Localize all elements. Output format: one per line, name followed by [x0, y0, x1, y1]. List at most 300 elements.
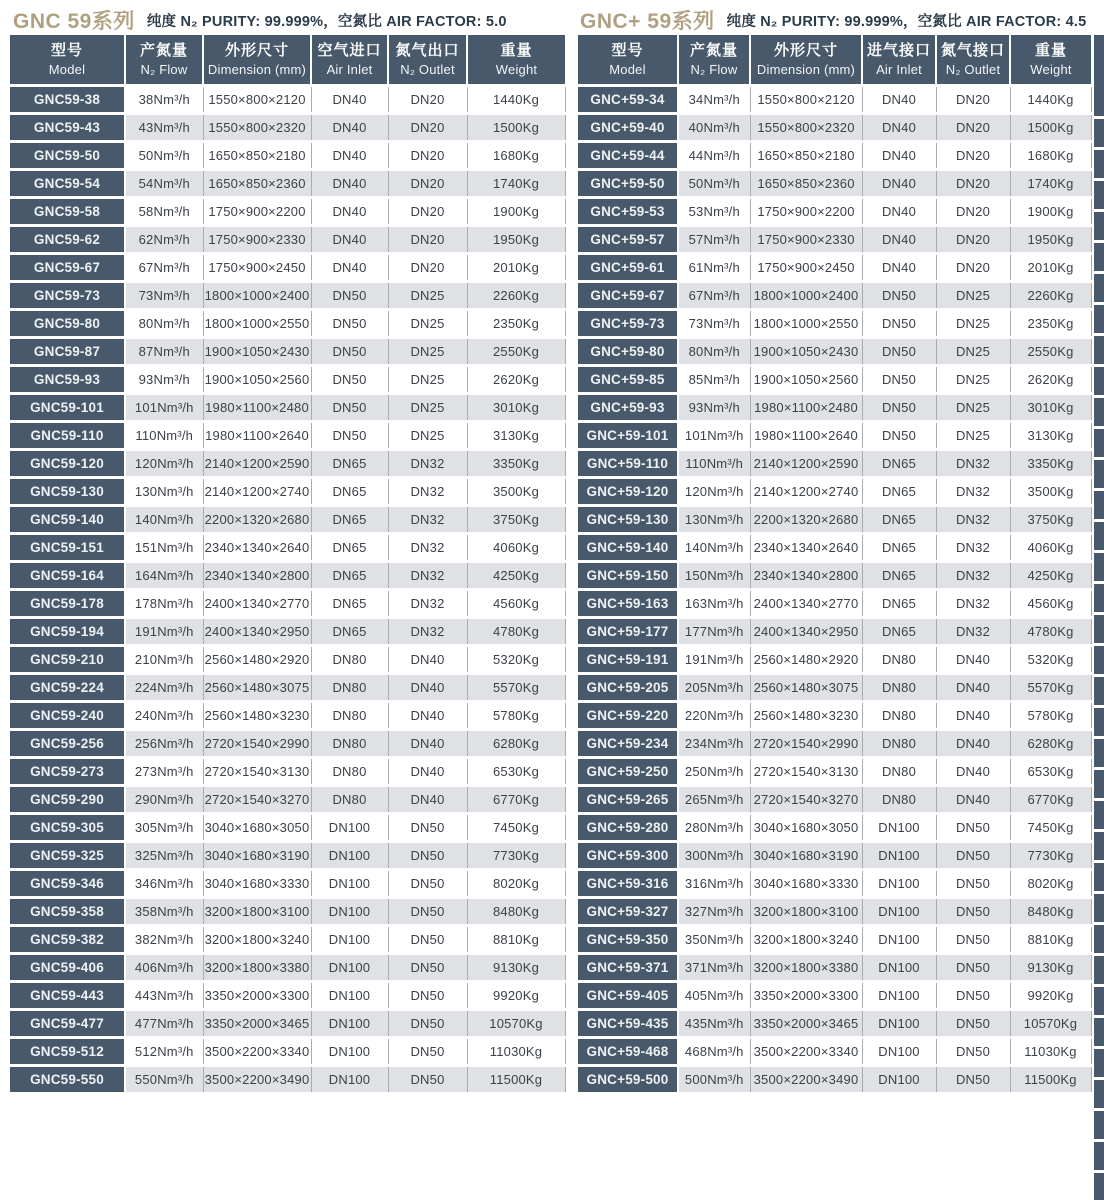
table-row — [10, 813, 565, 841]
air-inlet-cell: DN100 — [311, 897, 388, 925]
table-row — [578, 1009, 1091, 1037]
n2-flow-cell: 178Nm³/h — [125, 589, 203, 617]
air-inlet-cell: DN80 — [862, 729, 936, 757]
n2-flow-cell: 305Nm³/h — [125, 813, 203, 841]
air-inlet-cell: DN100 — [862, 1065, 936, 1093]
column-header-zh: 外形尺寸 — [773, 41, 838, 59]
air-inlet-cell: DN65 — [862, 477, 936, 505]
n2-flow-cell: 50Nm³/h — [125, 141, 203, 169]
dimension-cell: 2560×1480×2920 — [750, 645, 862, 673]
model-cell: GNC+59-316 — [578, 869, 678, 897]
weight-cell: 4250Kg — [1010, 561, 1091, 589]
dimension-cell: 1800×1000×2550 — [750, 309, 862, 337]
n2-outlet-cell: DN50 — [936, 925, 1010, 953]
air-inlet-cell: DN50 — [862, 309, 936, 337]
model-cell: GNC59-140 — [10, 505, 125, 533]
n2-flow-cell: 80Nm³/h — [125, 309, 203, 337]
n2-flow-cell: 468Nm³/h — [678, 1037, 750, 1065]
edge-block — [1094, 212, 1104, 240]
n2-outlet-cell: DN32 — [936, 617, 1010, 645]
n2-flow-cell: 110Nm³/h — [125, 421, 203, 449]
model-cell: GNC+59-40 — [578, 113, 678, 141]
dimension-cell: 3200×1800×3380 — [203, 953, 311, 981]
column-header-zh: 产氮量 — [689, 41, 738, 59]
n2-outlet-cell: DN20 — [936, 253, 1010, 281]
n2-flow-cell: 550Nm³/h — [125, 1065, 203, 1093]
column-header-zh: 氮气出口 — [395, 41, 460, 59]
column-header — [678, 35, 750, 85]
n2-outlet-cell: DN25 — [388, 309, 467, 337]
weight-cell: 4560Kg — [1010, 589, 1091, 617]
n2-flow-cell: 316Nm³/h — [678, 869, 750, 897]
n2-flow-cell: 150Nm³/h — [678, 561, 750, 589]
table-row — [578, 365, 1091, 393]
dimension-cell: 2200×1320×2680 — [750, 505, 862, 533]
air-inlet-cell: DN50 — [311, 281, 388, 309]
model-cell: GNC59-67 — [10, 253, 125, 281]
n2-outlet-cell: DN20 — [388, 225, 467, 253]
dimension-cell: 1900×1050×2430 — [203, 337, 311, 365]
weight-cell: 5570Kg — [1010, 673, 1091, 701]
column-header-zh: 空气进口 — [317, 41, 382, 59]
n2-outlet-cell: DN25 — [936, 365, 1010, 393]
table-row — [578, 925, 1091, 953]
gnc-plus-59-series-title: GNC+ 59系列 — [580, 10, 715, 33]
weight-cell: 11030Kg — [467, 1037, 565, 1065]
n2-outlet-cell: DN25 — [936, 421, 1010, 449]
n2-flow-cell: 327Nm³/h — [678, 897, 750, 925]
model-cell: GNC59-240 — [10, 701, 125, 729]
n2-outlet-cell: DN20 — [388, 169, 467, 197]
n2-outlet-cell: DN40 — [936, 785, 1010, 813]
n2-outlet-cell: DN50 — [936, 1009, 1010, 1037]
edge-block — [1094, 770, 1104, 798]
air-inlet-cell: DN40 — [862, 141, 936, 169]
dimension-cell: 3200×1800×3240 — [750, 925, 862, 953]
air-inlet-cell: DN80 — [311, 785, 388, 813]
edge-block — [1094, 1173, 1104, 1200]
dimension-cell: 2200×1320×2680 — [203, 505, 311, 533]
n2-outlet-cell: DN20 — [388, 253, 467, 281]
model-cell: GNC+59-50 — [578, 169, 678, 197]
dimension-cell: 2560×1480×2920 — [203, 645, 311, 673]
n2-flow-cell: 85Nm³/h — [678, 365, 750, 393]
model-cell: GNC59-512 — [10, 1037, 125, 1065]
n2-flow-cell: 405Nm³/h — [678, 981, 750, 1009]
n2-flow-cell: 130Nm³/h — [678, 505, 750, 533]
n2-flow-cell: 220Nm³/h — [678, 701, 750, 729]
edge-block — [1094, 336, 1104, 364]
table-row — [10, 393, 565, 421]
model-cell: GNC+59-101 — [578, 421, 678, 449]
edge-block — [1094, 925, 1104, 953]
weight-cell: 2350Kg — [467, 309, 565, 337]
dimension-cell: 2400×1340×2950 — [203, 617, 311, 645]
edge-block — [1094, 460, 1104, 488]
air-inlet-cell: DN80 — [862, 757, 936, 785]
air-inlet-cell: DN100 — [311, 1009, 388, 1037]
edge-block — [1094, 367, 1104, 395]
edge-block — [1094, 677, 1104, 705]
model-cell: GNC59-346 — [10, 869, 125, 897]
n2-flow-cell: 80Nm³/h — [678, 337, 750, 365]
n2-outlet-cell: DN50 — [936, 841, 1010, 869]
air-inlet-cell: DN65 — [311, 505, 388, 533]
n2-outlet-cell: DN20 — [936, 113, 1010, 141]
edge-block — [1094, 119, 1104, 147]
dimension-cell: 3350×2000×3300 — [203, 981, 311, 1009]
n2-flow-cell: 300Nm³/h — [678, 841, 750, 869]
table-row — [578, 309, 1091, 337]
column-header-zh: 外形尺寸 — [224, 41, 289, 59]
model-cell: GNC+59-500 — [578, 1065, 678, 1093]
weight-cell: 3010Kg — [1010, 393, 1091, 421]
model-cell: GNC+59-93 — [578, 393, 678, 421]
n2-flow-cell: 44Nm³/h — [678, 141, 750, 169]
dimension-cell: 1750×900×2450 — [750, 253, 862, 281]
table-row — [578, 589, 1091, 617]
column-header — [936, 35, 1010, 85]
dimension-cell: 2140×1200×2740 — [750, 477, 862, 505]
edge-block — [1094, 646, 1104, 674]
n2-flow-cell: 163Nm³/h — [678, 589, 750, 617]
model-cell: GNC59-358 — [10, 897, 125, 925]
dimension-cell: 2720×1540×3270 — [203, 785, 311, 813]
model-cell: GNC59-164 — [10, 561, 125, 589]
n2-flow-cell: 93Nm³/h — [678, 393, 750, 421]
air-inlet-cell: DN65 — [311, 533, 388, 561]
model-cell: GNC59-178 — [10, 589, 125, 617]
table-row — [10, 505, 565, 533]
n2-outlet-cell: DN32 — [936, 589, 1010, 617]
dimension-cell: 1900×1050×2560 — [203, 365, 311, 393]
column-header — [388, 35, 467, 85]
edge-block — [1094, 708, 1104, 736]
column-header-zh: 重量 — [500, 41, 533, 59]
column-header-en: N₂ Flow — [140, 61, 188, 77]
weight-cell: 1950Kg — [467, 225, 565, 253]
n2-outlet-cell: DN50 — [388, 1065, 467, 1093]
edge-block — [1094, 1111, 1104, 1139]
edge-block — [1094, 181, 1104, 209]
n2-flow-cell: 120Nm³/h — [125, 449, 203, 477]
n2-outlet-cell: DN32 — [936, 449, 1010, 477]
weight-cell: 3010Kg — [467, 393, 565, 421]
table-row — [578, 421, 1091, 449]
dimension-cell: 1980×1100×2640 — [750, 421, 862, 449]
dimension-cell: 1980×1100×2480 — [203, 393, 311, 421]
dimension-cell: 2720×1540×3130 — [203, 757, 311, 785]
weight-cell: 2550Kg — [1010, 337, 1091, 365]
model-cell: GNC+59-327 — [578, 897, 678, 925]
edge-block — [1094, 863, 1104, 891]
table-row — [10, 673, 565, 701]
model-cell: GNC+59-220 — [578, 701, 678, 729]
column-header-zh: 重量 — [1034, 41, 1067, 59]
n2-flow-cell: 290Nm³/h — [125, 785, 203, 813]
weight-cell: 11500Kg — [467, 1065, 565, 1093]
column-header-en: N₂ Outlet — [945, 61, 1001, 77]
model-cell: GNC59-50 — [10, 141, 125, 169]
air-inlet-cell: DN40 — [311, 253, 388, 281]
n2-flow-cell: 443Nm³/h — [125, 981, 203, 1009]
edge-block — [1094, 35, 1104, 88]
air-inlet-cell: DN40 — [862, 169, 936, 197]
air-inlet-cell: DN50 — [311, 365, 388, 393]
edge-block — [1094, 429, 1104, 457]
table-row — [10, 589, 565, 617]
model-cell: GNC59-73 — [10, 281, 125, 309]
dimension-cell: 2720×1540×2990 — [203, 729, 311, 757]
weight-cell: 8020Kg — [467, 869, 565, 897]
column-header — [578, 35, 678, 85]
edge-block — [1094, 1018, 1104, 1046]
n2-outlet-cell: DN20 — [936, 225, 1010, 253]
model-cell: GNC+59-130 — [578, 505, 678, 533]
edge-block — [1094, 801, 1104, 829]
weight-cell: 4560Kg — [467, 589, 565, 617]
weight-cell: 1680Kg — [1010, 141, 1091, 169]
gnc59-spec-table — [10, 35, 566, 1095]
model-cell: GNC59-43 — [10, 113, 125, 141]
n2-outlet-cell: DN25 — [936, 281, 1010, 309]
weight-cell: 2260Kg — [467, 281, 565, 309]
n2-flow-cell: 101Nm³/h — [125, 393, 203, 421]
dimension-cell: 3200×1800×3380 — [750, 953, 862, 981]
dimension-cell: 2720×1540×2990 — [750, 729, 862, 757]
table-row — [10, 113, 565, 141]
air-inlet-cell: DN40 — [311, 141, 388, 169]
model-cell: GNC59-101 — [10, 393, 125, 421]
weight-cell: 4250Kg — [467, 561, 565, 589]
n2-flow-cell: 280Nm³/h — [678, 813, 750, 841]
n2-flow-cell: 325Nm³/h — [125, 841, 203, 869]
table-header — [10, 35, 565, 85]
n2-outlet-cell: DN50 — [936, 981, 1010, 1009]
air-inlet-cell: DN65 — [311, 449, 388, 477]
model-cell: GNC+59-44 — [578, 141, 678, 169]
dimension-cell: 2340×1340×2640 — [750, 533, 862, 561]
air-inlet-cell: DN100 — [862, 925, 936, 953]
column-header-zh: 型号 — [50, 41, 83, 59]
gnc-plus-59-series-subtitle: 纯度 N₂ PURITY: 99.999%，空氮比 AIR FACTOR: 4.5 — [726, 13, 1087, 30]
table-row — [10, 1037, 565, 1065]
model-cell: GNC+59-110 — [578, 449, 678, 477]
n2-outlet-cell: DN25 — [388, 281, 467, 309]
model-cell: GNC59-290 — [10, 785, 125, 813]
table-row — [578, 813, 1091, 841]
model-cell: GNC59-54 — [10, 169, 125, 197]
table-row — [10, 365, 565, 393]
table-row — [578, 645, 1091, 673]
model-cell: GNC+59-300 — [578, 841, 678, 869]
air-inlet-cell: DN100 — [862, 869, 936, 897]
dimension-cell: 2140×1200×2740 — [203, 477, 311, 505]
table-row — [578, 701, 1091, 729]
edge-block — [1094, 305, 1104, 333]
column-header-zh: 进气接口 — [866, 41, 931, 59]
n2-flow-cell: 191Nm³/h — [678, 645, 750, 673]
n2-outlet-cell: DN50 — [388, 813, 467, 841]
model-cell: GNC+59-80 — [578, 337, 678, 365]
n2-outlet-cell: DN32 — [936, 505, 1010, 533]
n2-outlet-cell: DN40 — [388, 785, 467, 813]
n2-flow-cell: 406Nm³/h — [125, 953, 203, 981]
weight-cell: 3500Kg — [467, 477, 565, 505]
n2-outlet-cell: DN32 — [388, 617, 467, 645]
n2-flow-cell: 67Nm³/h — [678, 281, 750, 309]
column-header-zh: 型号 — [611, 41, 644, 59]
dimension-cell: 1550×800×2320 — [203, 113, 311, 141]
air-inlet-cell: DN100 — [862, 981, 936, 1009]
air-inlet-cell: DN100 — [311, 841, 388, 869]
weight-cell: 5780Kg — [1010, 701, 1091, 729]
dimension-cell: 3500×2200×3490 — [750, 1065, 862, 1093]
n2-outlet-cell: DN40 — [388, 645, 467, 673]
model-cell: GNC59-406 — [10, 953, 125, 981]
column-header-en: Model — [48, 61, 86, 77]
column-header — [10, 35, 125, 85]
air-inlet-cell: DN50 — [311, 309, 388, 337]
dimension-cell: 3350×2000×3300 — [750, 981, 862, 1009]
air-inlet-cell: DN80 — [862, 701, 936, 729]
air-inlet-cell: DN50 — [311, 337, 388, 365]
n2-outlet-cell: DN32 — [388, 477, 467, 505]
model-cell: GNC+59-280 — [578, 813, 678, 841]
column-header — [862, 35, 936, 85]
dimension-cell: 2400×1340×2950 — [750, 617, 862, 645]
n2-outlet-cell: DN25 — [936, 393, 1010, 421]
dimension-cell: 2340×1340×2800 — [203, 561, 311, 589]
dimension-cell: 1750×900×2450 — [203, 253, 311, 281]
n2-flow-cell: 62Nm³/h — [125, 225, 203, 253]
n2-flow-cell: 250Nm³/h — [678, 757, 750, 785]
model-cell: GNC+59-120 — [578, 477, 678, 505]
n2-outlet-cell: DN32 — [388, 533, 467, 561]
weight-cell: 9920Kg — [467, 981, 565, 1009]
weight-cell: 3750Kg — [1010, 505, 1091, 533]
n2-outlet-cell: DN40 — [936, 757, 1010, 785]
air-inlet-cell: DN65 — [862, 533, 936, 561]
n2-flow-cell: 240Nm³/h — [125, 701, 203, 729]
n2-flow-cell: 73Nm³/h — [125, 281, 203, 309]
edge-block — [1094, 894, 1104, 922]
weight-cell: 2620Kg — [467, 365, 565, 393]
table-row — [10, 785, 565, 813]
model-cell: GNC59-80 — [10, 309, 125, 337]
n2-flow-cell: 224Nm³/h — [125, 673, 203, 701]
n2-outlet-cell: DN20 — [936, 141, 1010, 169]
air-inlet-cell: DN50 — [862, 365, 936, 393]
weight-cell: 11500Kg — [1010, 1065, 1091, 1093]
column-header — [125, 35, 203, 85]
air-inlet-cell: DN65 — [311, 589, 388, 617]
n2-outlet-cell: DN20 — [388, 85, 467, 113]
n2-flow-cell: 34Nm³/h — [678, 85, 750, 113]
table-row — [578, 897, 1091, 925]
edge-block — [1094, 956, 1104, 984]
dimension-cell: 3040×1680×3190 — [203, 841, 311, 869]
weight-cell: 2010Kg — [467, 253, 565, 281]
dimension-cell: 3350×2000×3465 — [750, 1009, 862, 1037]
column-header-zh: 氮气接口 — [940, 41, 1005, 59]
edge-block — [1094, 584, 1104, 612]
dimension-cell: 1750×900×2330 — [750, 225, 862, 253]
edge-block — [1094, 1142, 1104, 1170]
n2-outlet-cell: DN32 — [388, 449, 467, 477]
gnc-plus-59-title-bar — [580, 5, 1086, 35]
table-row — [578, 197, 1091, 225]
model-cell: GNC+59-73 — [578, 309, 678, 337]
air-inlet-cell: DN65 — [862, 449, 936, 477]
air-inlet-cell: DN100 — [862, 813, 936, 841]
edge-block — [1094, 615, 1104, 643]
weight-cell: 6280Kg — [1010, 729, 1091, 757]
model-cell: GNC+59-191 — [578, 645, 678, 673]
dimension-cell: 2560×1480×3075 — [203, 673, 311, 701]
model-cell: GNC59-110 — [10, 421, 125, 449]
dimension-cell: 1550×800×2120 — [203, 85, 311, 113]
weight-cell: 7730Kg — [467, 841, 565, 869]
n2-flow-cell: 512Nm³/h — [125, 1037, 203, 1065]
air-inlet-cell: DN40 — [862, 253, 936, 281]
model-cell: GNC+59-350 — [578, 925, 678, 953]
column-header-en: Weight — [495, 61, 538, 77]
weight-cell: 5780Kg — [467, 701, 565, 729]
n2-flow-cell: 140Nm³/h — [678, 533, 750, 561]
air-inlet-cell: DN100 — [862, 841, 936, 869]
dimension-cell: 1550×800×2320 — [750, 113, 862, 141]
table-row — [578, 281, 1091, 309]
model-cell: GNC+59-150 — [578, 561, 678, 589]
dimension-cell: 2560×1480×3230 — [203, 701, 311, 729]
weight-cell: 3750Kg — [467, 505, 565, 533]
n2-outlet-cell: DN50 — [936, 1037, 1010, 1065]
weight-cell: 5320Kg — [467, 645, 565, 673]
weight-cell: 6280Kg — [467, 729, 565, 757]
model-cell: GNC59-194 — [10, 617, 125, 645]
dimension-cell: 3350×2000×3465 — [203, 1009, 311, 1037]
n2-outlet-cell: DN25 — [388, 421, 467, 449]
n2-flow-cell: 350Nm³/h — [678, 925, 750, 953]
dimension-cell: 2140×1200×2590 — [750, 449, 862, 477]
table-row — [10, 1009, 565, 1037]
weight-cell: 1500Kg — [1010, 113, 1091, 141]
dimension-cell: 1750×900×2200 — [750, 197, 862, 225]
dimension-cell: 1980×1100×2640 — [203, 421, 311, 449]
n2-outlet-cell: DN32 — [388, 505, 467, 533]
air-inlet-cell: DN100 — [311, 953, 388, 981]
n2-outlet-cell: DN50 — [388, 925, 467, 953]
table-row — [10, 1065, 565, 1093]
table-row — [10, 953, 565, 981]
table-row — [10, 757, 565, 785]
dimension-cell: 1650×850×2180 — [203, 141, 311, 169]
table-row — [578, 477, 1091, 505]
weight-cell: 8480Kg — [467, 897, 565, 925]
model-cell: GNC+59-34 — [578, 85, 678, 113]
table-row — [578, 673, 1091, 701]
n2-flow-cell: 346Nm³/h — [125, 869, 203, 897]
table-row — [578, 617, 1091, 645]
n2-outlet-cell: DN32 — [936, 561, 1010, 589]
n2-flow-cell: 256Nm³/h — [125, 729, 203, 757]
table-row — [10, 925, 565, 953]
n2-outlet-cell: DN40 — [936, 673, 1010, 701]
n2-outlet-cell: DN40 — [936, 701, 1010, 729]
n2-outlet-cell: DN25 — [388, 337, 467, 365]
n2-outlet-cell: DN40 — [936, 645, 1010, 673]
